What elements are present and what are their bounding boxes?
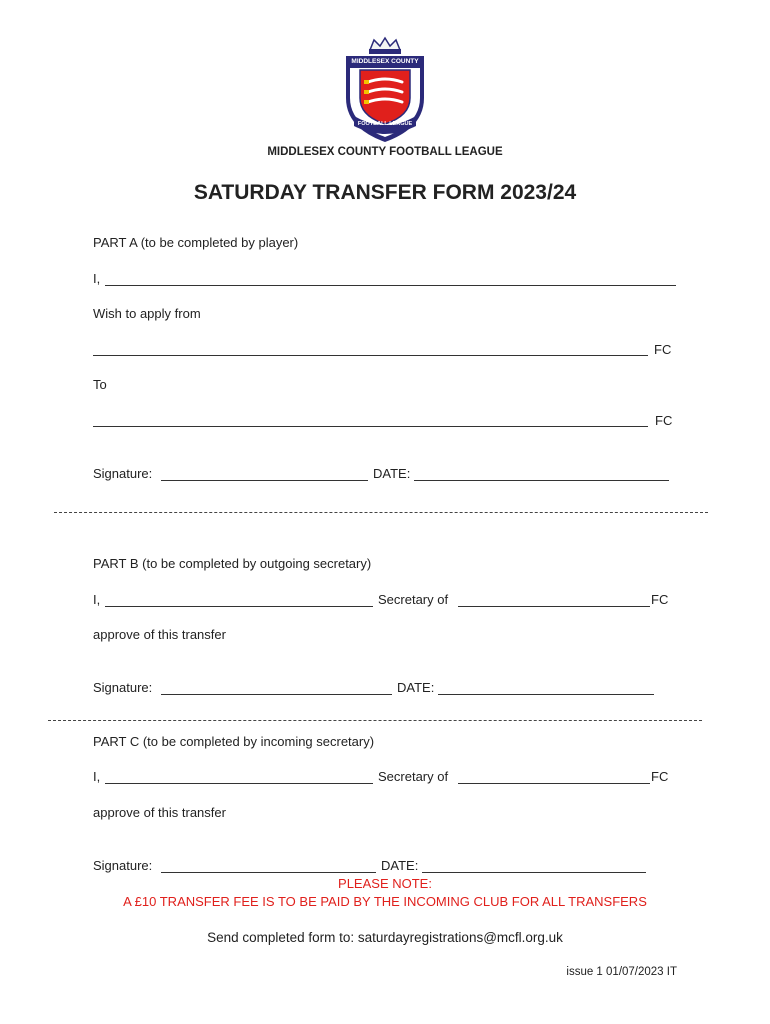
notice-fee-text: A £10 TRANSFER FEE IS TO BE PAID BY THE INCOMING CLUB FOR ALL TRANSFERS bbox=[123, 894, 647, 909]
part-c-name-field[interactable] bbox=[105, 783, 373, 784]
part-c-signature-label: Signature: bbox=[93, 858, 153, 873]
part-b-name-field[interactable] bbox=[105, 606, 373, 607]
part-b-signature-label: Signature: bbox=[93, 680, 153, 695]
part-c-date-label: DATE: bbox=[381, 858, 419, 873]
part-c-signature-field[interactable] bbox=[161, 872, 376, 873]
part-a-i-label: I, bbox=[93, 271, 101, 286]
issue-info: issue 1 01/07/2023 IT bbox=[566, 966, 677, 978]
part-a-name-field[interactable] bbox=[105, 285, 676, 286]
part-a-to-club-field[interactable] bbox=[93, 426, 648, 427]
part-c-heading: PART C (to be completed by incoming secretary) bbox=[93, 734, 375, 749]
part-b-secretary-label: Secretary of bbox=[378, 592, 449, 607]
part-b-date-field[interactable] bbox=[438, 694, 654, 695]
part-c-secretary-label: Secretary of bbox=[378, 769, 449, 784]
part-b-club-field[interactable] bbox=[458, 606, 650, 607]
part-b-date-label: DATE: bbox=[397, 680, 435, 695]
part-b-i-label: I, bbox=[93, 592, 101, 607]
league-crest-logo bbox=[340, 36, 430, 146]
part-b-approve-label: approve of this transfer bbox=[93, 627, 226, 642]
part-c-i-label: I, bbox=[93, 769, 101, 784]
part-a-signature-label: Signature: bbox=[93, 466, 153, 481]
part-a-date-label: DATE: bbox=[373, 466, 411, 481]
crest-top-text: MIDDLESEX COUNTY bbox=[351, 58, 419, 65]
part-a-date-field[interactable] bbox=[414, 480, 669, 481]
separator-b-c bbox=[48, 720, 702, 721]
crest-bottom-text: FOOTBALL LEAGUE bbox=[357, 121, 413, 127]
form-title: SATURDAY TRANSFER FORM 2023/24 bbox=[193, 181, 577, 204]
part-a-heading: PART A (to be completed by player) bbox=[93, 235, 299, 250]
part-a-fc-label-1: FC bbox=[654, 342, 672, 357]
part-c-club-field[interactable] bbox=[458, 783, 650, 784]
part-a-from-club-field[interactable] bbox=[93, 355, 648, 356]
part-a-fc-label-2: FC bbox=[655, 413, 673, 428]
crest-icon bbox=[340, 36, 430, 146]
part-c-date-field[interactable] bbox=[422, 872, 646, 873]
league-name: MIDDLESEX COUNTY FOOTBALL LEAGUE bbox=[267, 146, 503, 158]
send-instructions: Send completed form to: saturdayregistrations@mcfl.org.uk bbox=[207, 930, 563, 945]
notice-heading: PLEASE NOTE: bbox=[338, 876, 432, 891]
part-b-signature-field[interactable] bbox=[161, 694, 392, 695]
part-b-heading: PART B (to be completed by outgoing secretary) bbox=[93, 556, 372, 571]
separator-a-b bbox=[54, 512, 708, 513]
part-c-approve-label: approve of this transfer bbox=[93, 805, 226, 820]
part-b-fc-label: FC bbox=[651, 592, 669, 607]
part-a-to-label: To bbox=[93, 377, 107, 392]
part-a-signature-field[interactable] bbox=[161, 480, 368, 481]
part-c-fc-label: FC bbox=[651, 769, 669, 784]
part-a-wish-label: Wish to apply from bbox=[93, 306, 201, 321]
